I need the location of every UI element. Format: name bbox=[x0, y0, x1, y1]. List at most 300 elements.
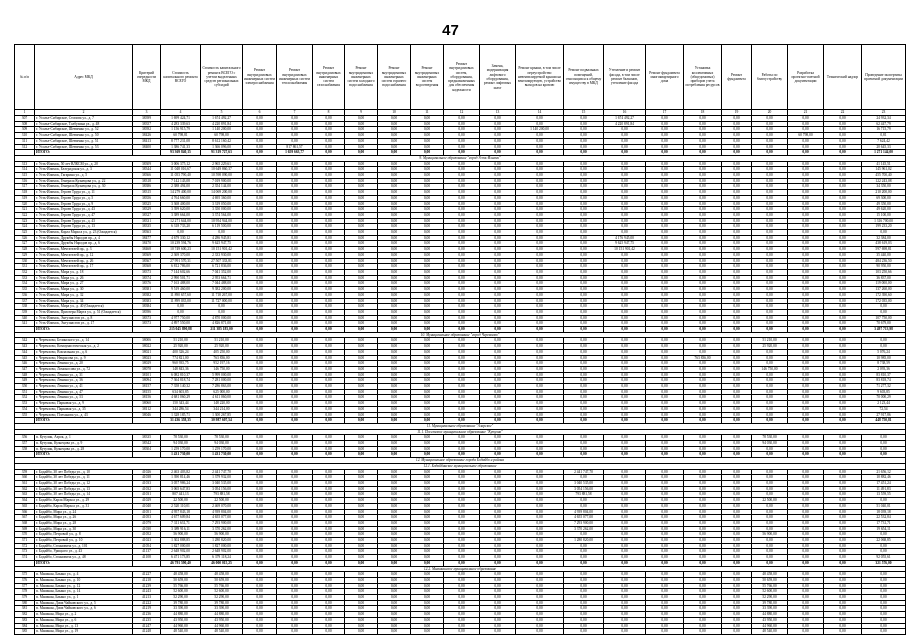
table-cell: 817 861,57 bbox=[277, 144, 313, 150]
table-cell: 0,00 bbox=[604, 224, 646, 230]
table-cell: 0,00 bbox=[378, 612, 411, 618]
table-cell: 0,00 bbox=[788, 258, 824, 264]
table-cell: 0,00 bbox=[345, 606, 378, 612]
table-cell: 0,00 bbox=[313, 161, 345, 167]
table-cell: 0,00 bbox=[378, 167, 411, 173]
table-cell: 448 750,81 bbox=[862, 418, 906, 424]
table-cell: 0,00 bbox=[824, 321, 862, 327]
table-cell: 0,00 bbox=[345, 287, 378, 293]
table-cell: 0,00 bbox=[378, 418, 411, 424]
table-cell: 11 491,83 bbox=[862, 486, 906, 492]
table-cell: 0,00 bbox=[444, 298, 480, 304]
table-cell: 38329 bbox=[133, 207, 161, 213]
table-cell: 0,00 bbox=[564, 366, 604, 372]
table-cell: 5 076,24 bbox=[862, 349, 906, 355]
table-cell: 0,00 bbox=[788, 600, 824, 606]
table-cell: 1 659 663,77 bbox=[277, 150, 313, 156]
column-header: Стоимость капитального ремонта ВСЕГО bbox=[161, 45, 201, 110]
table-cell: 0,00 bbox=[752, 355, 788, 361]
table-cell: 0,00 bbox=[824, 378, 862, 384]
table-cell: 0,00 bbox=[684, 361, 722, 367]
table-cell: 0,00 bbox=[646, 560, 684, 566]
table-cell: 0,00 bbox=[243, 116, 277, 122]
table-cell: 0,00 bbox=[378, 121, 411, 127]
table-cell: 331 bbox=[15, 264, 35, 270]
table-cell: 211 385 185,00 bbox=[201, 327, 243, 333]
table-row bbox=[15, 207, 906, 213]
table-cell: 0,00 bbox=[277, 241, 313, 247]
table-cell: 0,00 bbox=[752, 389, 788, 395]
table-cell: 0,00 bbox=[243, 315, 277, 321]
table-cell: 0,00 bbox=[788, 606, 824, 612]
table-cell: 0,00 bbox=[444, 629, 480, 635]
table-cell: 55 766,00 bbox=[161, 583, 201, 589]
table-cell: 0,00 bbox=[411, 623, 444, 629]
table-cell: 0,00 bbox=[480, 287, 516, 293]
table-cell: 0,00 bbox=[564, 555, 604, 561]
table-cell: 0,00 bbox=[345, 184, 378, 190]
address-cell: ИТОГО: bbox=[35, 560, 133, 566]
table-cell: 0,00 bbox=[243, 173, 277, 179]
table-cell: 0,00 bbox=[646, 247, 684, 253]
table-row bbox=[15, 606, 906, 612]
table-cell: 332 bbox=[15, 269, 35, 275]
table-cell: 0,00 bbox=[788, 144, 824, 150]
table-cell: 0,00 bbox=[862, 309, 906, 315]
table-cell: 39 780,00 bbox=[201, 600, 243, 606]
table-cell: 32 384,00 bbox=[862, 235, 906, 241]
table-cell: 0,00 bbox=[788, 486, 824, 492]
table-cell: 0,00 bbox=[752, 406, 788, 412]
table-cell: 107 750,00 bbox=[862, 315, 906, 321]
table-cell: 0,00 bbox=[862, 617, 906, 623]
table-row bbox=[15, 230, 906, 236]
table-cell: 48 458,00 bbox=[201, 572, 243, 578]
table-cell: 0,00 bbox=[378, 595, 411, 601]
table-cell: 38399 bbox=[133, 116, 161, 122]
table-cell: 0,00 bbox=[378, 549, 411, 555]
table-cell: 0,00 bbox=[444, 401, 480, 407]
table-row bbox=[15, 178, 906, 184]
table-cell: 0,00 bbox=[646, 190, 684, 196]
table-cell: 0,00 bbox=[824, 446, 862, 452]
table-cell: 0,00 bbox=[722, 201, 752, 207]
table-cell: 0,00 bbox=[752, 327, 788, 333]
table-cell: 41108 bbox=[133, 555, 161, 561]
table-cell: 0,00 bbox=[345, 543, 378, 549]
table-cell: 41248 bbox=[133, 629, 161, 635]
table-cell: 0,00 bbox=[516, 184, 564, 190]
table-cell: 375 bbox=[15, 572, 35, 578]
table-cell: 38373 bbox=[133, 269, 161, 275]
table-cell: 0,00 bbox=[516, 167, 564, 173]
table-cell: 0,00 bbox=[604, 275, 646, 281]
address-cell: г. Усолье-Сибирское, Шевченко ул., д. 51 bbox=[35, 138, 133, 144]
table-cell: 0,00 bbox=[444, 309, 480, 315]
table-cell: 0,00 bbox=[411, 304, 444, 310]
table-cell: 0,00 bbox=[564, 190, 604, 196]
table-cell: 56 900,00 bbox=[752, 532, 788, 538]
table-cell: 0,00 bbox=[378, 555, 411, 561]
table-cell: 0,00 bbox=[684, 133, 722, 139]
table-cell: 0,00 bbox=[684, 161, 722, 167]
table-cell: 0,00 bbox=[646, 133, 684, 139]
table-cell: 0,00 bbox=[752, 138, 788, 144]
table-cell: 0,00 bbox=[722, 441, 752, 447]
table-cell: 0,00 bbox=[646, 395, 684, 401]
table-cell: 0,00 bbox=[444, 395, 480, 401]
table-row bbox=[15, 127, 906, 133]
table-cell: 0,00 bbox=[684, 321, 722, 327]
table-cell: 4 286 945,81 bbox=[201, 235, 243, 241]
table-cell: 145 961,02 bbox=[862, 167, 906, 173]
table-cell: 0,00 bbox=[516, 366, 564, 372]
table-cell: 0,00 bbox=[243, 190, 277, 196]
table-cell: 0,00 bbox=[345, 600, 378, 606]
table-cell: 20 645,33 bbox=[862, 144, 906, 150]
table-cell: 0,00 bbox=[646, 212, 684, 218]
table-cell: 0,00 bbox=[444, 492, 480, 498]
table-cell: 0,00 bbox=[646, 555, 684, 561]
table-cell: 0,00 bbox=[313, 526, 345, 532]
table-cell: 0,00 bbox=[604, 366, 646, 372]
table-cell: 0,00 bbox=[788, 503, 824, 509]
table-cell: 0,00 bbox=[277, 275, 313, 281]
table-cell: 44 960,00 bbox=[161, 623, 201, 629]
column-header: № п/п bbox=[15, 45, 35, 110]
table-cell: 0,00 bbox=[243, 572, 277, 578]
section-label: 11.1. Поселковое муниципальное образование "Кутулик" bbox=[15, 429, 906, 435]
table-cell: 0,00 bbox=[378, 269, 411, 275]
table-cell: 0,00 bbox=[722, 543, 752, 549]
table-cell: 382 bbox=[15, 612, 35, 618]
table-cell: 41052 bbox=[133, 532, 161, 538]
table-cell: 0,00 bbox=[444, 235, 480, 241]
table-cell: 0,00 bbox=[480, 389, 516, 395]
table-cell: 0,00 bbox=[243, 133, 277, 139]
table-cell: 0,00 bbox=[788, 150, 824, 156]
table-cell: 0,00 bbox=[564, 418, 604, 424]
table-cell: 0,00 bbox=[277, 481, 313, 487]
table-cell: 0,00 bbox=[684, 298, 722, 304]
table-cell: 0,00 bbox=[722, 412, 752, 418]
table-cell: 0,00 bbox=[788, 264, 824, 270]
table-cell: 41235 bbox=[133, 617, 161, 623]
table-cell: 38369 bbox=[133, 252, 161, 258]
table-cell: 0,00 bbox=[378, 481, 411, 487]
table-cell: 0,00 bbox=[516, 161, 564, 167]
table-cell: 0,00 bbox=[313, 292, 345, 298]
table-cell: 0,00 bbox=[277, 549, 313, 555]
table-cell: 0,00 bbox=[788, 612, 824, 618]
address-cell: г. Усть-Илимск, Мечтателей пр., д. 26 bbox=[35, 258, 133, 264]
table-cell: 0,00 bbox=[862, 589, 906, 595]
table-row bbox=[15, 366, 906, 372]
table-cell: 0,00 bbox=[862, 577, 906, 583]
table-cell: 146 750,00 bbox=[201, 366, 243, 372]
table-cell: 0,00 bbox=[277, 212, 313, 218]
table-cell: 0,00 bbox=[646, 532, 684, 538]
table-cell: 4 220 891,84 bbox=[201, 121, 243, 127]
table-cell: 0,00 bbox=[824, 406, 862, 412]
table-cell: 0,00 bbox=[480, 538, 516, 544]
table-cell: 0,00 bbox=[564, 138, 604, 144]
table-cell: 0,00 bbox=[243, 138, 277, 144]
table-cell: 0,00 bbox=[684, 144, 722, 150]
table-cell: 0,00 bbox=[516, 526, 564, 532]
table-cell: 0,00 bbox=[516, 543, 564, 549]
table-cell: 326 bbox=[15, 235, 35, 241]
table-cell: 0,00 bbox=[722, 617, 752, 623]
table-cell: 0,00 bbox=[684, 395, 722, 401]
table-cell: 7 311 631,71 bbox=[161, 520, 201, 526]
address-cell: г. Усть-Илимск, 50 лет ВЛКСМ ул., д. 20 bbox=[35, 161, 133, 167]
table-cell: 350 bbox=[15, 384, 35, 390]
table-cell: 0,00 bbox=[788, 366, 824, 372]
table-cell: 0,00 bbox=[752, 173, 788, 179]
table-cell: 0,00 bbox=[411, 366, 444, 372]
table-row bbox=[15, 190, 906, 196]
table-cell: 0,00 bbox=[604, 281, 646, 287]
table-cell: 0,00 bbox=[243, 452, 277, 458]
table-cell: 0,00 bbox=[243, 258, 277, 264]
table-cell: 0,00 bbox=[378, 264, 411, 270]
table-cell: 0,00 bbox=[752, 321, 788, 327]
table-cell: 0,00 bbox=[684, 384, 722, 390]
table-cell: 0,00 bbox=[345, 292, 378, 298]
table-cell: 0,00 bbox=[378, 361, 411, 367]
table-cell: 0,00 bbox=[345, 560, 378, 566]
table-cell: 0,00 bbox=[277, 612, 313, 618]
table-cell: 0,00 bbox=[788, 526, 824, 532]
table-cell: 10 151 901,42 bbox=[201, 247, 243, 253]
table-cell: 0,00 bbox=[722, 515, 752, 521]
table-cell: 0,00 bbox=[313, 441, 345, 447]
table-cell: 0,00 bbox=[411, 327, 444, 333]
table-row bbox=[15, 612, 906, 618]
table-cell: 0,00 bbox=[444, 195, 480, 201]
table-cell: 41213 bbox=[133, 595, 161, 601]
table-cell: 0,00 bbox=[604, 184, 646, 190]
table-cell: 0,00 bbox=[564, 230, 604, 236]
table-cell: 0,00 bbox=[722, 378, 752, 384]
table-cell: 0,00 bbox=[788, 372, 824, 378]
table-cell: 0,00 bbox=[480, 606, 516, 612]
table-cell: 1 827 000,00 bbox=[161, 543, 201, 549]
table-cell: 1 280 820,00 bbox=[564, 538, 604, 544]
table-cell: 41218 bbox=[133, 577, 161, 583]
table-cell: 48 540,00 bbox=[752, 629, 788, 635]
table-cell: 0,00 bbox=[345, 366, 378, 372]
table-cell: 0,00 bbox=[378, 623, 411, 629]
table-cell: 0,00 bbox=[752, 452, 788, 458]
table-row bbox=[15, 526, 906, 532]
table-cell: 0,00 bbox=[277, 595, 313, 601]
table-cell: 0,00 bbox=[313, 167, 345, 173]
table-row bbox=[15, 292, 906, 298]
table-cell: 0,00 bbox=[788, 549, 824, 555]
table-cell: 324 bbox=[15, 224, 35, 230]
table-cell: 361 bbox=[15, 481, 35, 487]
table-cell: 0,00 bbox=[444, 446, 480, 452]
table-row bbox=[15, 572, 906, 578]
table-cell: 0,00 bbox=[684, 247, 722, 253]
table-cell: 38344 bbox=[133, 167, 161, 173]
table-cell: 0,00 bbox=[277, 577, 313, 583]
table-row bbox=[15, 264, 906, 270]
table-cell: 0,00 bbox=[411, 116, 444, 122]
table-cell: 0,00 bbox=[480, 486, 516, 492]
table-cell: 0,00 bbox=[862, 230, 906, 236]
table-cell: 0,00 bbox=[604, 469, 646, 475]
table-cell: 0,00 bbox=[345, 629, 378, 635]
table-cell: 0,00 bbox=[684, 401, 722, 407]
table-cell: 91 319 727,63 bbox=[201, 150, 243, 156]
address-cell: г. Усть-Илимск, Дружбы Народов пр., д. 4 bbox=[35, 235, 133, 241]
table-cell: 0,00 bbox=[444, 144, 480, 150]
table-cell: 0,00 bbox=[480, 412, 516, 418]
table-cell: 0,00 bbox=[243, 606, 277, 612]
table-cell: 0,00 bbox=[722, 315, 752, 321]
table-cell: 0,00 bbox=[243, 304, 277, 310]
table-cell: 0,00 bbox=[788, 138, 824, 144]
table-row bbox=[15, 412, 906, 418]
table-cell: 0,00 bbox=[444, 224, 480, 230]
table-cell: 11 727 000,00 bbox=[201, 298, 243, 304]
table-cell: 0,00 bbox=[604, 520, 646, 526]
table-cell: 0,00 bbox=[564, 116, 604, 122]
table-cell: 0,00 bbox=[345, 269, 378, 275]
table-cell: 0,00 bbox=[646, 224, 684, 230]
table-cell: 0,00 bbox=[646, 218, 684, 224]
table-cell: 0,00 bbox=[564, 452, 604, 458]
table-cell: 0,00 bbox=[788, 441, 824, 447]
table-cell: 0,00 bbox=[345, 309, 378, 315]
table-cell: 0,00 bbox=[378, 446, 411, 452]
table-cell: 11 890 657,60 bbox=[161, 292, 201, 298]
table-cell: 343 bbox=[15, 344, 35, 350]
table-cell: 38156 bbox=[133, 395, 161, 401]
table-cell: 0,00 bbox=[646, 230, 684, 236]
table-cell: 16 715,79 bbox=[862, 127, 906, 133]
address-cell: г. Бодайбо, 30 лет Победы ул., д. 11 bbox=[35, 475, 133, 481]
table-cell: 0,00 bbox=[480, 617, 516, 623]
address-cell: г. Усть-Илимск, Мира ул., д. 26 bbox=[35, 275, 133, 281]
table-cell: 0,00 bbox=[788, 212, 824, 218]
table-cell: 379 bbox=[15, 595, 35, 601]
table-row bbox=[15, 133, 906, 139]
table-cell: 0,00 bbox=[345, 218, 378, 224]
table-cell: 0,00 bbox=[788, 520, 824, 526]
table-cell: 0,00 bbox=[480, 327, 516, 333]
table-cell: 60 798,00 bbox=[201, 133, 243, 139]
table-cell: 3 054 156,00 bbox=[564, 486, 604, 492]
table-cell: 0,00 bbox=[345, 549, 378, 555]
table-cell: 0,00 bbox=[480, 384, 516, 390]
table-cell: 0,00 bbox=[313, 538, 345, 544]
table-cell: 0,00 bbox=[313, 144, 345, 150]
table-cell: 0,00 bbox=[564, 224, 604, 230]
table-cell: 0,00 bbox=[243, 418, 277, 424]
table-cell: 0,00 bbox=[243, 555, 277, 561]
table-cell: 0,00 bbox=[646, 595, 684, 601]
table-cell: 0,00 bbox=[824, 269, 862, 275]
table-cell: 307 bbox=[15, 116, 35, 122]
table-cell: 7 624,42 bbox=[862, 138, 906, 144]
table-cell: 0,00 bbox=[646, 349, 684, 355]
table-cell: 0,00 bbox=[684, 503, 722, 509]
table-cell: 38021 bbox=[133, 349, 161, 355]
table-cell: 0,00 bbox=[684, 623, 722, 629]
table-cell: 0,00 bbox=[722, 184, 752, 190]
table-cell: 0,00 bbox=[684, 446, 722, 452]
table-cell: 0,00 bbox=[516, 235, 564, 241]
table-cell: 0,00 bbox=[345, 401, 378, 407]
table-cell: 3 389 916,11 bbox=[161, 526, 201, 532]
table-cell: 0,00 bbox=[516, 435, 564, 441]
table-cell: 0,00 bbox=[480, 361, 516, 367]
table-cell: 0,00 bbox=[243, 161, 277, 167]
table-cell: 0,00 bbox=[788, 361, 824, 367]
table-cell: 0,00 bbox=[411, 241, 444, 247]
table-cell: 2 648 902,00 bbox=[161, 549, 201, 555]
table-cell: 41239 bbox=[133, 583, 161, 589]
table-cell: 0,00 bbox=[646, 589, 684, 595]
table-cell: 51 210,00 bbox=[201, 338, 243, 344]
table-cell: 0,00 bbox=[722, 606, 752, 612]
table-cell: 0,00 bbox=[604, 412, 646, 418]
table-cell: 0,00 bbox=[378, 384, 411, 390]
table-cell: 0,00 bbox=[243, 520, 277, 526]
address-cell: г. Усть-Илимск, Энтузиастов ул., д. 8 bbox=[35, 315, 133, 321]
table-cell: 39 780,00 bbox=[161, 600, 201, 606]
table-cell: 3 368 400,00 bbox=[161, 201, 201, 207]
table-cell: 0,00 bbox=[345, 201, 378, 207]
table-cell: 0,00 bbox=[824, 366, 862, 372]
table-cell: 0,00 bbox=[345, 509, 378, 515]
table-cell: 0,00 bbox=[646, 372, 684, 378]
table-cell: 0,00 bbox=[411, 315, 444, 321]
column-header: Стоимость капитального ремонта ВСЕГО с учетом выделенных средств региональных субсидий bbox=[201, 45, 243, 110]
table-row bbox=[15, 184, 906, 190]
table-cell: 0,00 bbox=[788, 184, 824, 190]
table-cell: 10 985,00 bbox=[862, 355, 906, 361]
table-cell: 1 259 170,00 bbox=[201, 446, 243, 452]
table-cell: 0,00 bbox=[824, 595, 862, 601]
table-cell: 0,00 bbox=[243, 218, 277, 224]
table-cell: 0,00 bbox=[444, 503, 480, 509]
table-cell: 38392 bbox=[133, 127, 161, 133]
table-cell: 634 603,85 bbox=[161, 389, 201, 395]
table-cell: 377 bbox=[15, 583, 35, 589]
column-number: 3 bbox=[133, 110, 161, 116]
table-cell: 0,00 bbox=[722, 321, 752, 327]
column-number: 14 bbox=[516, 110, 564, 116]
table-cell: 2 469 070,00 bbox=[201, 503, 243, 509]
table-cell: 0,00 bbox=[313, 583, 345, 589]
table-cell: 0,00 bbox=[604, 201, 646, 207]
table-cell: 38304 bbox=[133, 446, 161, 452]
table-cell: 0,00 bbox=[277, 412, 313, 418]
table-cell: 400 326,24 bbox=[161, 349, 201, 355]
table-cell: 0,00 bbox=[378, 252, 411, 258]
column-number: 5 bbox=[201, 110, 243, 116]
table-cell: 0,00 bbox=[604, 549, 646, 555]
table-cell: 0,00 bbox=[788, 287, 824, 293]
table-cell: 0,00 bbox=[444, 258, 480, 264]
column-header: Ремонт подвальных помещений, относящихся к общему имуществу в МКД bbox=[564, 45, 604, 110]
table-cell: 10 882,46 bbox=[862, 475, 906, 481]
